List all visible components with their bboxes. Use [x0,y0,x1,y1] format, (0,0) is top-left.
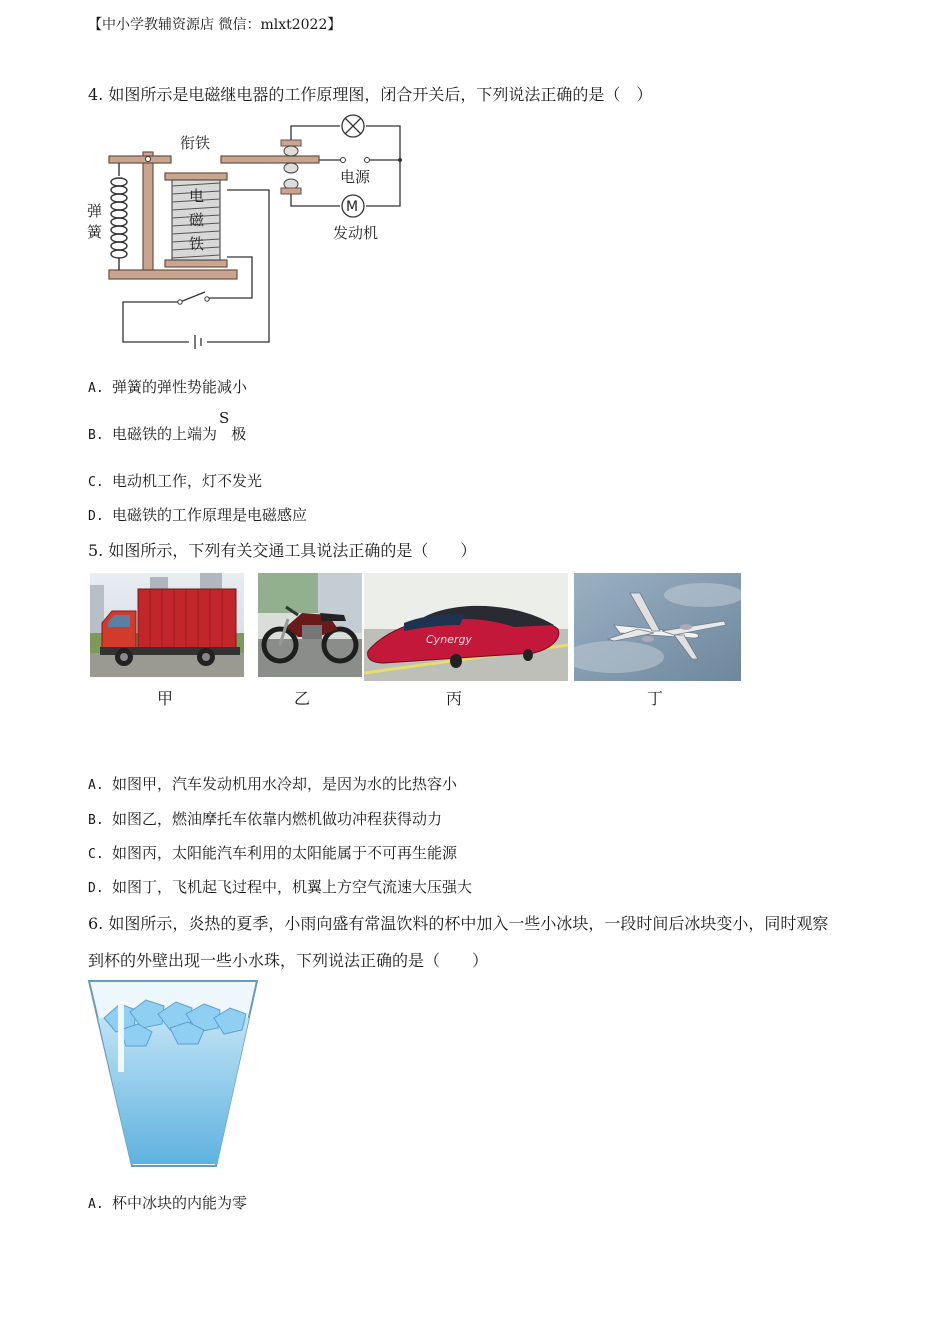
magnet-label-3: 铁 [189,235,205,253]
q6-option-a: A. 杯中冰块的内能为零 [88,1194,248,1212]
truck-photo [90,573,244,677]
lever-left [109,156,171,163]
q5-option-d: D. 如图丁，飞机起飞过程中，机翼上方空气流速大压强大 [88,878,473,896]
airplane-photo [574,573,741,681]
spring-label-2: 簧 [87,223,103,241]
motor-icon [342,195,364,217]
q5-option-c: C. 如图丙，太阳能汽车利用的太阳能属于不可再生能源 [88,844,458,862]
car-brand-text: Cynergy [426,633,472,646]
question-4-stem: 4. 如图所示是电磁继电器的工作原理图，闭合开关后，下列说法正确的是（ ） [88,85,653,104]
lamp-icon [342,115,364,137]
armature-bar [221,156,319,163]
power-label: 电源 [340,168,371,186]
relay-circuit-diagram [85,110,415,360]
question-6-stem-line-1: 6. 如图所示，炎热的夏季，小雨向盛有常温饮料的杯中加入一些小冰块，一段时间后冰块变小，同时观察 [88,914,829,933]
caption-yi: 乙 [294,689,311,708]
solar-car-photo [364,573,568,681]
pole-letter: S [219,409,230,427]
q4-option-a: A. 弹簧的弹性势能减小 [88,378,248,396]
svg-text:M: M [346,199,359,215]
relay-base [109,270,237,279]
q4-option-b: B. 电磁铁的上端为S极 [88,409,247,443]
relay-post [143,152,153,270]
caption-jia: 甲 [157,689,174,708]
page-header: 【中小学教辅资源店 微信：mlxt2022】 [88,17,342,33]
magnet-label-1: 电 [189,187,205,205]
spring-label-1: 弹 [87,202,103,220]
caption-ding: 丁 [647,689,664,708]
caption-bing: 丙 [446,689,463,708]
engine-label: 发动机 [333,224,379,242]
ice-cup-illustration [86,978,262,1170]
q4-option-d: D. 电磁铁的工作原理是电磁感应 [88,506,308,524]
question-6-stem-line-2: 到杯的外壁出现一些小水珠，下列说法正确的是（ ） [88,951,489,970]
magnet-label-2: 磁 [189,211,205,229]
q5-option-b: B. 如图乙，燃油摩托车依靠内燃机做功冲程获得动力 [88,810,443,828]
q4-option-c: C. 电动机工作，灯不发光 [88,472,263,490]
armature-label: 衔铁 [180,134,211,152]
motorcycle-photo [258,573,362,677]
question-5-stem: 5. 如图所示，下列有关交通工具说法正确的是（ ） [88,541,477,560]
spring [111,163,127,270]
q5-option-a: A. 如图甲，汽车发动机用水冷却，是因为水的比热容小 [88,775,458,793]
